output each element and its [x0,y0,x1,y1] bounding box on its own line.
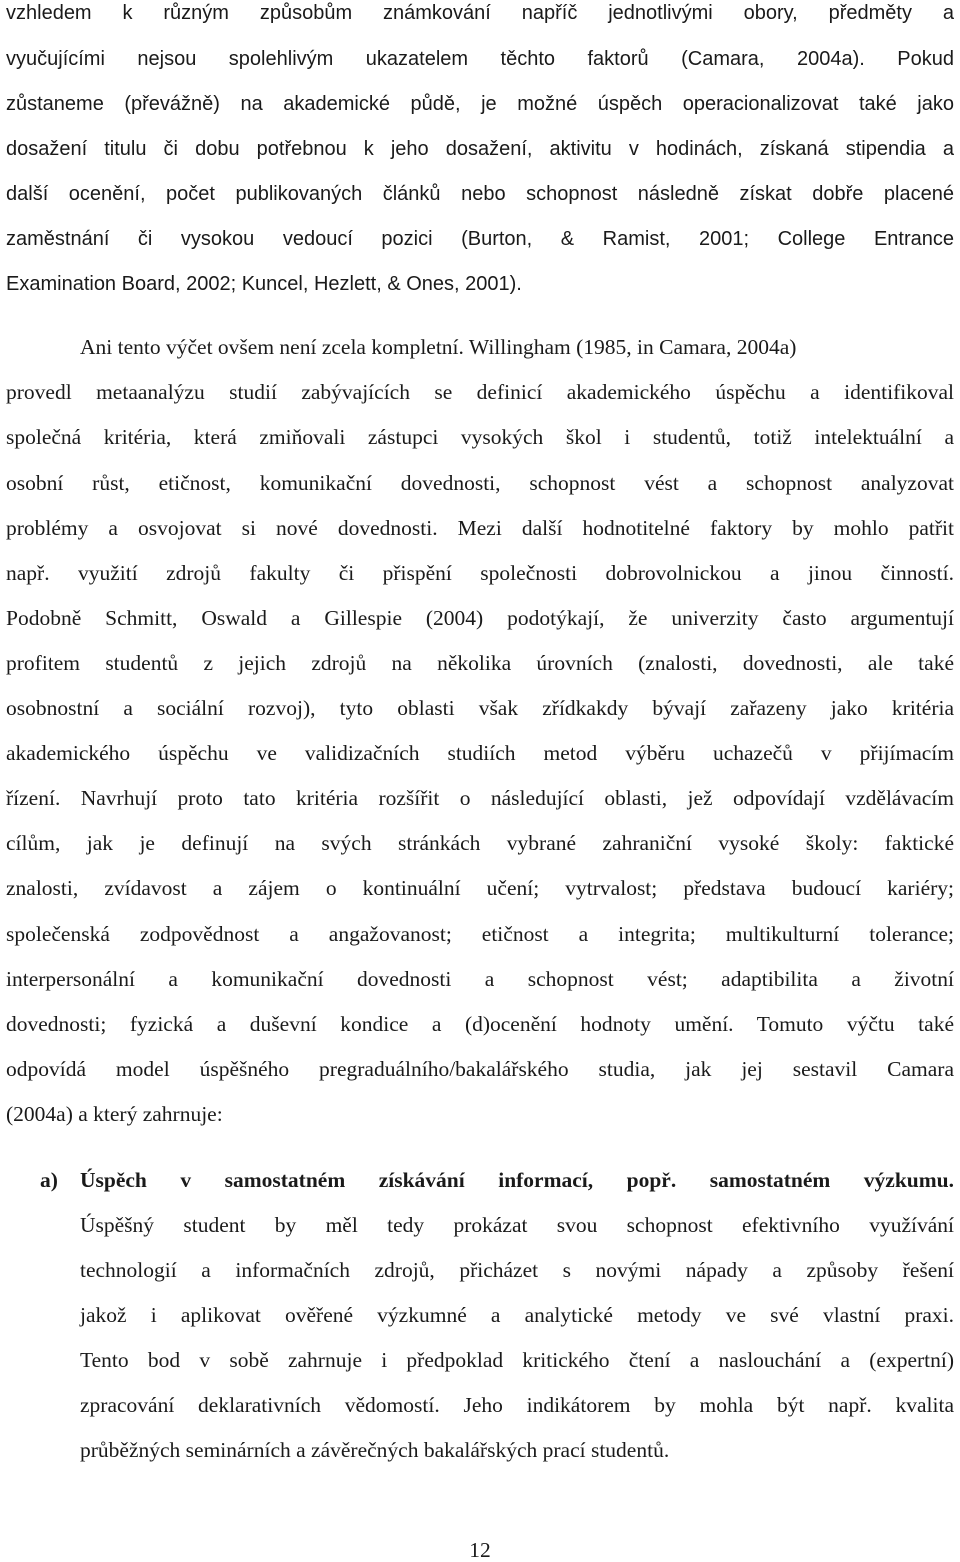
paragraph-1-line: dosažení titulu či dobu potřebnou k jeho dosažení, aktivitu v hodinách, získaná stipendia a [6,138,954,160]
list-item-label: a) [40,1168,58,1192]
paragraph-2-line: společná kritéria, která zmiňovali zástupci vysokých škol i studentů, totiž intelektuální a [6,425,954,449]
list-item-line: průběžných seminárních a závěrečných bakalářských prací studentů. [80,1438,670,1462]
paragraph-1-line: zůstaneme (převážně) na akademické půdě, je možné úspěch operacionalizovat také jako [6,93,954,115]
paragraph-2-line: cílům, jak je definují na svých stránkách vybrané zahraniční vysoké školy: faktické [6,831,954,855]
paragraph-2-line: osobní růst, etičnost, komunikační dovednosti, schopnost vést a schopnost analyzovat [6,471,954,495]
paragraph-2-line: profitem studentů z jejich zdrojů na několika úrovních (znalosti, dovednosti, ale také [6,651,954,675]
list-item-line: technologií a informačních zdrojů, přicházet s novými nápady a způsoby řešení [80,1258,954,1282]
paragraph-2-line: (2004a) a který zahrnuje: [6,1102,223,1126]
paragraph-2-line: Podobně Schmitt, Oswald a Gillespie (2004) podotýkají, že univerzity často argumentují [6,606,954,630]
paragraph-1-line: další ocenění, počet publikovaných článků nebo schopnost následně získat dobře placené [6,183,954,205]
paragraph-2-line: řízení. Navrhují proto tato kritéria rozšířit o následující oblasti, jež odpovídají vzdělávacím [6,786,954,810]
paragraph-2-line: akademického úspěchu ve validizačních studiích metod výběru uchazečů v přijímacím [6,741,954,765]
paragraph-2-line: odpovídá model úspěšného pregraduálního/bakalářského studia, jak jej sestavil Camara [6,1057,954,1081]
list-item-line: zpracování deklarativních vědomostí. Jeho indikátorem by mohla být např. kvalita [80,1393,954,1417]
paragraph-2-line: Ani tento výčet ovšem není zcela kompletní. Willingham (1985, in Camara, 2004a) [80,335,797,359]
paragraph-1-line: vzhledem k různým způsobům známkování napříč jednotlivými obory, předměty a [6,2,954,24]
paragraph-2-line: provedl metaanalýzu studií zabývajících se definicí akademického úspěchu a identifikoval [6,380,954,404]
paragraph-1-line: zaměstnání či vysokou vedoucí pozici (Burton, & Ramist, 2001; College Entrance [6,228,954,250]
paragraph-2-line: dovednosti; fyzická a duševní kondice a (d)ocenění hodnoty umění. Tomuto výčtu také [6,1012,954,1036]
paragraph-1-line: Examination Board, 2002; Kuncel, Hezlett, & Ones, 2001). [6,273,522,295]
paragraph-2-line: znalosti, zvídavost a zájem o kontinuální učení; vytrvalost; představa budoucí kariéry; [6,876,954,900]
page-number: 12 [469,1538,491,1562]
paragraph-2-line: osobnostní a sociální rozvoj), tyto oblasti však zřídkakdy bývají zařazeny jako kritéria [6,696,954,720]
paragraph-1-line: vyučujícími nejsou spolehlivým ukazatelem těchto faktorů (Camara, 2004a). Pokud [6,48,954,70]
paragraph-2-line: problémy a osvojovat si nové dovednosti. Mezi další hodnotitelné faktory by mohlo patřit [6,516,954,540]
paragraph-2-line: např. využití zdrojů fakulty či přispění společnosti dobrovolnickou a jinou činností. [6,561,954,585]
list-item-line: jakož i aplikovat ověřené výzkumné a analytické metody ve své vlastní praxi. [80,1303,954,1327]
paragraph-2-line: společenská zodpovědnost a angažovanost; etičnost a integrita; multikulturní tolerance; [6,922,954,946]
list-item-heading: Úspěch v samostatném získávání informací, popř. samostatném výzkumu. [80,1168,954,1192]
list-item-line: Úspěšný student by měl tedy prokázat svou schopnost efektivního využívání [80,1213,954,1237]
list-item-line: Tento bod v sobě zahrnuje i předpoklad kritického čtení a naslouchání a (expertní) [80,1348,954,1372]
paragraph-2-line: interpersonální a komunikační dovednosti a schopnost vést; adaptibilita a životní [6,967,954,991]
